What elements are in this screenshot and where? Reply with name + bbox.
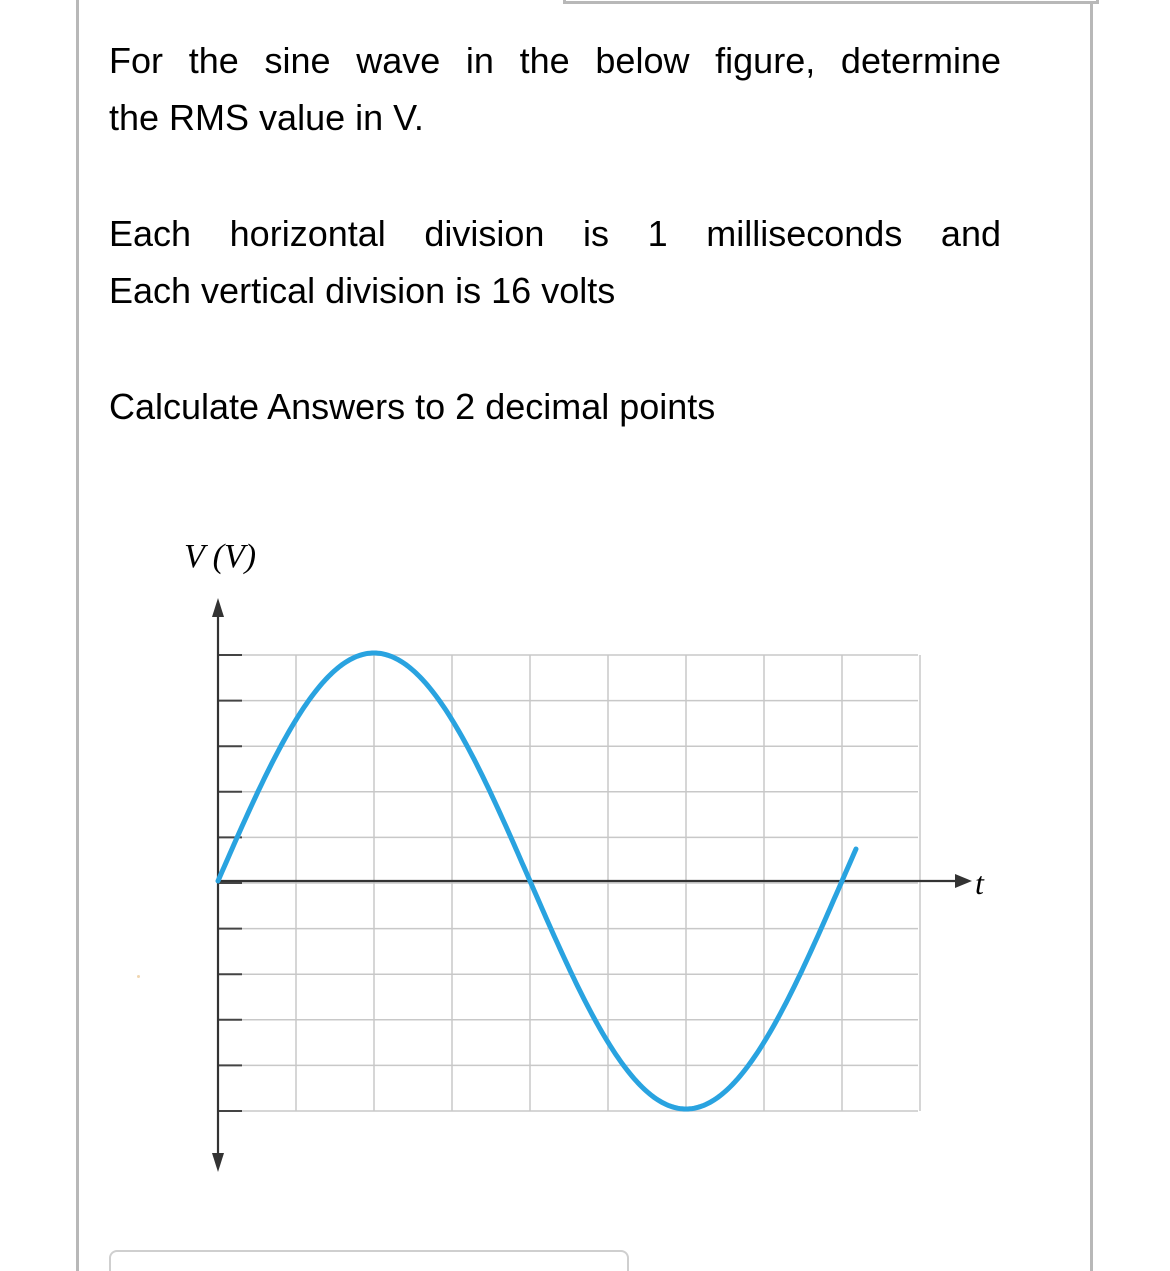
sine-wave-diagram [160,520,1020,1200]
time-axis-arrow [955,874,972,888]
axis-ticks [218,655,242,1111]
decorative-dot [137,975,140,978]
division-info-line-2: Each vertical division is 16 volts [109,270,616,311]
question-line-1: For the sine wave in the below figure, determine [109,40,1001,81]
y-axis-label: V (V) [184,538,257,575]
x-axis-label: t [975,865,984,901]
division-info-line-1: Each horizontal division is 1 milliseconds and [109,213,1001,254]
question-text [109,32,1001,435]
answer-input[interactable] [109,1250,629,1271]
grid-lines [218,655,920,1111]
sine-wave-figure [160,520,1020,1200]
question-line-2: the RMS value in V. [109,97,424,138]
voltage-axis-arrow-down [212,1153,224,1172]
card-top-tab [563,0,1099,4]
instruction-text: Calculate Answers to 2 decimal points [109,386,716,427]
voltage-axis-arrow-up [212,598,224,617]
